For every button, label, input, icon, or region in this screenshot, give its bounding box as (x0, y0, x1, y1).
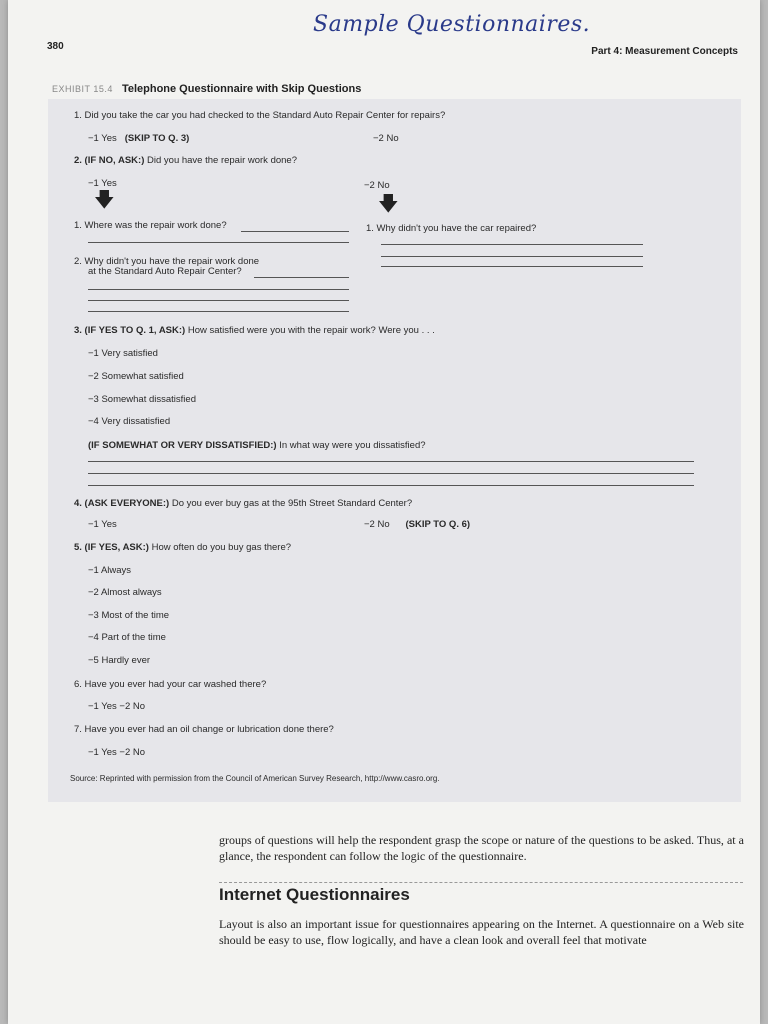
q7-text: 7. Have you ever had an oil change or lubrication done there? (74, 724, 334, 735)
answer-line (381, 266, 643, 267)
q5-option: −4 Part of the time (88, 632, 166, 643)
arrow-down-icon: 🡇 (94, 189, 115, 211)
page-number: 380 (47, 41, 64, 52)
q3-text: 3. (IF YES TO Q. 1, ASK:) How satisfied were you with the repair work? Were you . . . (74, 325, 435, 336)
answer-line (88, 311, 349, 312)
q3-option: −1 Very satisfied (88, 348, 158, 359)
q5-option: −2 Almost always (88, 587, 162, 598)
q2-sub2b: at the Standard Auto Repair Center? (88, 266, 242, 277)
q6-answers: −1 Yes −2 No (88, 701, 146, 712)
body-paragraph: groups of questions will help the respondent grasp the scope or nature of the questions to be asked. Thus, at a glance, the respondent can follow the logic of the questionnaire. (219, 833, 744, 863)
q1-skip: (SKIP TO Q. 3) (124, 133, 190, 144)
answer-line (88, 300, 349, 301)
q2-yes: −1 Yes (88, 178, 117, 189)
answer-line (381, 244, 643, 245)
q1-yes: −1 Yes (SKIP TO Q. 3) (88, 133, 190, 144)
handwritten-note: Sample Questionnaires. (313, 12, 591, 37)
answer-line (254, 277, 349, 278)
q2-sub2a: 2. Why didn't you have the repair work done (74, 256, 260, 267)
q5-text: 5. (IF YES, ASK:) How often do you buy gas there? (74, 542, 292, 553)
q5-option: −5 Hardly ever (88, 655, 151, 666)
questionnaire-exhibit (48, 99, 741, 802)
book-page (8, 0, 760, 1024)
q3-option: −2 Somewhat satisfied (88, 371, 184, 382)
q5-option: −3 Most of the time (88, 610, 170, 621)
q1-text: 1. Did you take the car you had checked to the Standard Auto Repair Center for repairs? (74, 110, 446, 121)
q3-option: −4 Very dissatisfied (88, 416, 171, 427)
answer-line (88, 242, 349, 243)
answer-line (241, 231, 349, 232)
q6-text: 6. Have you ever had your car washed there? (74, 679, 267, 690)
q3-followup: (IF SOMEWHAT OR VERY DISSATISFIED:) In what way were you dissatisfied? (88, 440, 426, 451)
answer-line (88, 461, 694, 462)
q3-option: −3 Somewhat dissatisfied (88, 394, 196, 405)
exhibit-caption (52, 83, 361, 95)
section-divider (219, 882, 743, 883)
q2-sub-right: 1. Why didn't you have the car repaired? (366, 223, 537, 234)
exhibit-title: Telephone Questionnaire with Skip Questions (121, 83, 362, 95)
section-heading: Internet Questionnaires (219, 885, 410, 904)
body-paragraph: Layout is also an important issue for questionnaires appearing on the Internet. A questionnaire on a Web site should be easy to use, flow logically, and have a clean look and overall feel that motivate (219, 917, 744, 947)
answer-line (88, 485, 694, 486)
source-note: Source: Reprinted with permission from the Council of American Survey Research, http://www.casro.org. (70, 774, 440, 783)
exhibit-number: EXHIBIT 15.4 (52, 84, 113, 94)
answer-line (381, 256, 643, 257)
answer-line (88, 473, 694, 474)
q2-sub1: 1. Where was the repair work done? (74, 220, 227, 231)
answer-line (88, 289, 349, 290)
arrow-down-icon: 🡇 (378, 193, 399, 215)
q7-answers: −1 Yes −2 No (88, 747, 146, 758)
q2-no: −2 No (364, 180, 390, 191)
q2-text: 2. (IF NO, ASK:) Did you have the repair work done? (74, 155, 297, 166)
q1-no: −2 No (373, 133, 399, 144)
running-header: Part 4: Measurement Concepts (591, 46, 738, 57)
q4-yes: −1 Yes (88, 519, 117, 530)
q4-text: 4. (ASK EVERYONE:) Do you ever buy gas at the 95th Street Standard Center? (74, 498, 413, 509)
q4-skip: (SKIP TO Q. 6) (405, 519, 471, 530)
q5-option: −1 Always (88, 565, 132, 576)
q4-no: −2 No (SKIP TO Q. 6) (364, 519, 471, 530)
